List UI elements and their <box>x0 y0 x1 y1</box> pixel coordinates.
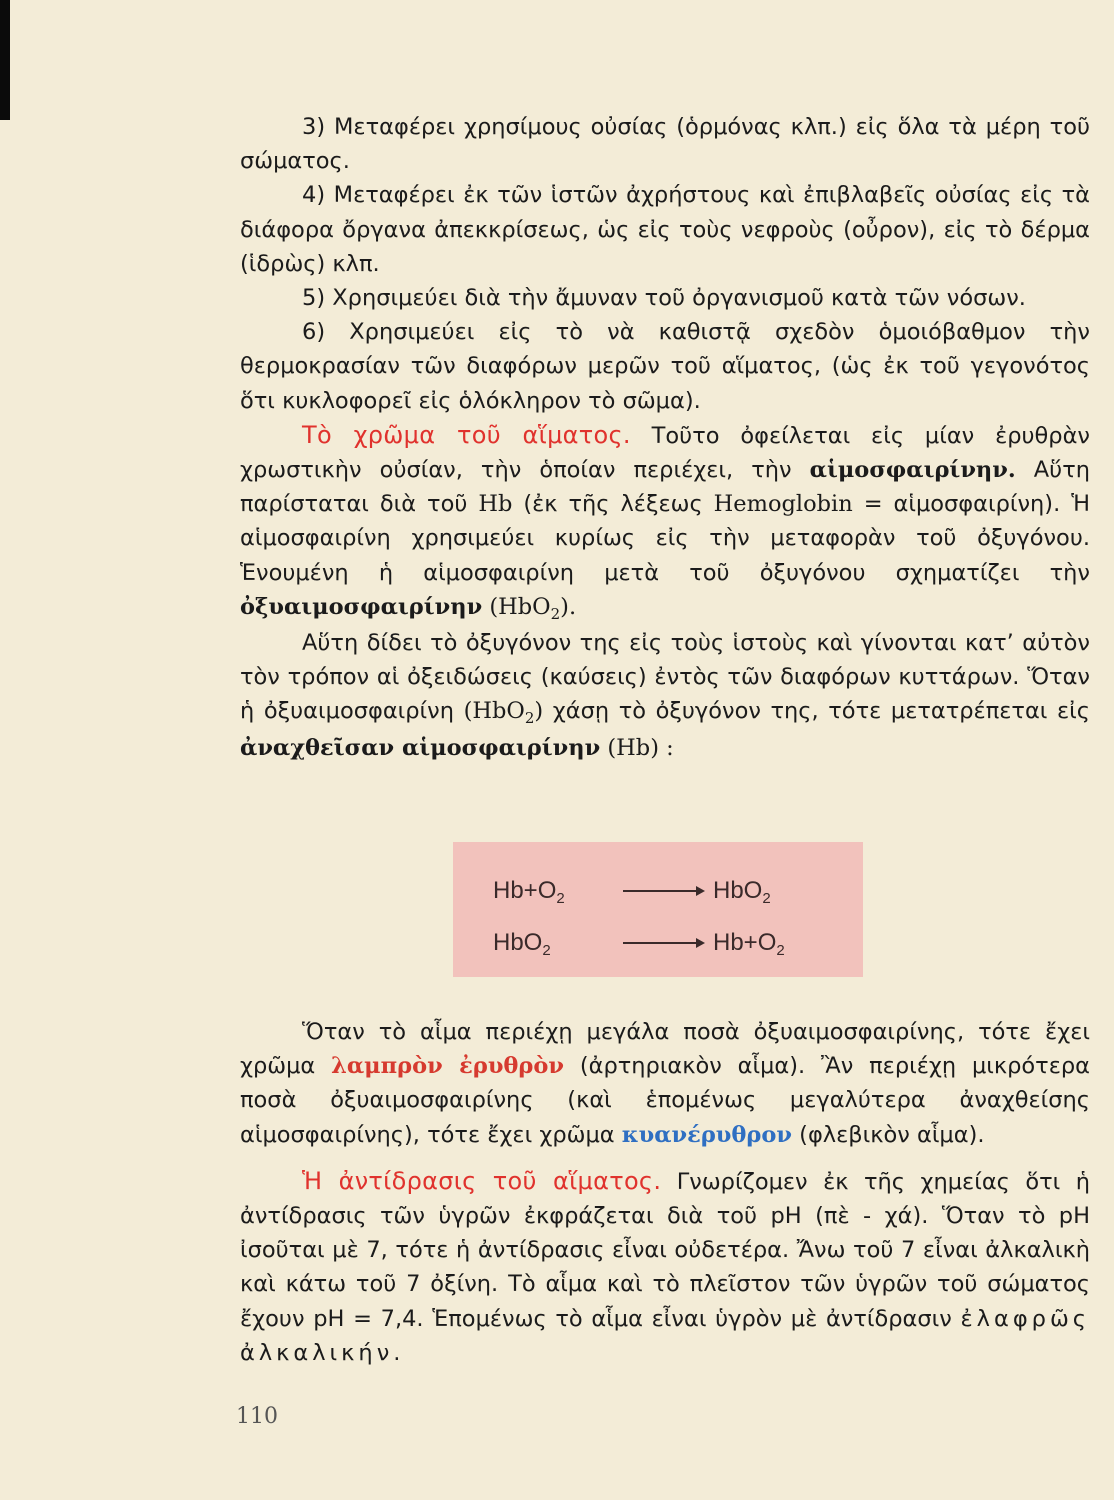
text-span: Αὕτη δίδει τὸ ὀξυγόνον της εἰς τοὺς ἱστοὺς καὶ γίνονται κατ’ αὐτὸν τὸν τρόπον αἱ ὀξειδώσεις (καύσεις) ἐντὸς τῶν διαφόρων κυττάρων. Ὅταν ἡ ὀξυαιμοσφαιρίνη <box>240 630 1090 725</box>
paragraph-5: 5) Χρησιμεύει διὰ τὴν ἄμυναν τοῦ ὀργανισμοῦ κατὰ τῶν νόσων. <box>302 285 1026 312</box>
section-heading-blood-reaction: Ἡ ἀντίδρασις τοῦ αἵματος. <box>302 1166 662 1195</box>
reaction-row-2 <box>493 927 785 959</box>
page-number: 110 <box>236 1404 278 1429</box>
reaction-row-1 <box>493 875 771 907</box>
formula-hbo2: (HbO$_2$) <box>463 698 544 728</box>
term-oxyhemoglobin: ὀξυαιμοσφαιρίνην <box>240 593 483 620</box>
paragraph-6: 6) Χρησιμεύει εἰς τὸ νὰ καθιστᾷ σχεδὸν ὁμοιόβαθμον τὴν θερμοκρασίαν τῶν διαφόρων μερῶν τοῦ αἵματος, (ὡς ἐκ τοῦ γεγονότος ὅτι κυκλοφορεῖ εἰς ὁλόκληρον τὸ σῶμα). <box>240 319 1090 414</box>
lower-text <box>240 1015 1090 1370</box>
oxygen-delivery-paragraph <box>240 626 1090 765</box>
text-span: Τοῦτο ὀφείλεται εἰς μίαν ἐρυθρὰν χρωστικὴν οὐσίαν, τὴν ὁποίαν περιέχει, τὴν <box>240 422 1090 484</box>
main-text <box>240 110 1090 765</box>
reactants: HbO$_2$ <box>493 929 551 959</box>
text-span: (φλεβικὸν αἷμα). <box>792 1121 985 1148</box>
paragraph-3: 3) Μεταφέρει χρησίμους οὐσίας (ὁρμόνας κλπ.) εἰς ὅλα τὰ μέρη τοῦ σώματος. <box>240 114 1090 175</box>
text-span: χάσῃ τὸ ὀξυγόνον της, τότε μετατρέπεται εἰς <box>543 698 1090 725</box>
spaced-emphasis: ἐλαφρῶς ἀλκαλικήν. <box>240 1305 1090 1366</box>
term-reduced-hemoglobin: ἀναχθεῖσαν αἱμοσφαιρίνην <box>240 734 601 761</box>
reactants: $Hb+O_2$ <box>493 877 565 907</box>
reaction-equations-box <box>453 842 863 977</box>
text-span: (ἀρτηριακὸν αἷμα). Ἂν περιέχῃ μικρότερα ποσὰ ὀξυαιμοσφαιρίνης (καὶ ἑπομένως μεγαλύτερα ἀναχθείσης αἱμοσφαιρίνης), τότε ἔχει χρῶμα <box>240 1053 1090 1148</box>
symbol-hb: Hb <box>478 491 513 518</box>
page-edge-mark <box>0 0 10 120</box>
text-span: Ὅταν τὸ αἷμα περιέχῃ μεγάλα ποσὰ ὀξυαιμοσφαιρίνης, τότε ἔχει χρῶμα <box>240 1019 1090 1080</box>
right-arrow-icon <box>623 942 703 944</box>
products: $Hb+O_2$ <box>713 929 785 959</box>
products: HbO$_2$ <box>713 877 771 907</box>
term-bluish-red: κυανέρυθρον <box>621 1121 793 1148</box>
term-hemoglobin: αἱμοσφαιρίνην. <box>809 457 1016 484</box>
arterial-venous-paragraph <box>240 1015 1090 1152</box>
blood-color-paragraph <box>240 418 1090 626</box>
text-span: Αὕτη παρίσταται διὰ τοῦ <box>240 457 1090 518</box>
text-span: Γνωρίζομεν ἐκ τῆς χημείας ὅτι ἡ ἀντίδρασις τῶν ὑγρῶν ἐκφράζεται διὰ τοῦ pH (πὲ - χά). Ὅταν τὸ pH ἰσοῦται μὲ 7, τότε ἡ ἀντίδρασις εἶναι οὐδετέρα. Ἄνω τοῦ 7 εἶναι ἀλκαλικὴ καὶ κάτω τοῦ 7 ὀξίνη. Τὸ αἷμα καὶ τὸ πλεῖστον τῶν ὑγρῶν τοῦ σώματος ἔχουν pH = 7,4. Ἑπομένως τὸ αἷμα εἶναι ὑγρὸν μὲ ἀντίδρασιν <box>240 1168 1091 1332</box>
word-hemoglobin: Hemoglobin <box>713 491 853 518</box>
text-span: (Hb) : <box>600 734 674 761</box>
text-span: (ἐκ τῆς λέξεως <box>512 491 714 518</box>
section-heading-blood-color: Τὸ χρῶμα τοῦ αἵματος. <box>302 420 631 449</box>
blood-reaction-paragraph <box>240 1164 1090 1370</box>
text-span: = αἱμοσφαιρίνη). Ἡ αἱμοσφαιρίνη χρησιμεύει κυρίως εἰς τὴν μεταφορὰν τοῦ ὀξυγόνου. Ἑνουμένη ἡ αἱμοσφαιρίνη μετὰ τοῦ ὀξυγόνου σχηματίζει τὴν <box>240 491 1090 586</box>
formula-hbo2: (HbO$_2$). <box>489 593 577 623</box>
right-arrow-icon <box>623 890 703 892</box>
term-bright-red: λαμπρὸν ἐρυθρὸν <box>331 1053 565 1080</box>
paragraph-4: 4) Μεταφέρει ἐκ τῶν ἱστῶν ἀχρήστους καὶ ἐπιβλαβεῖς οὐσίας εἰς τὰ διάφορα ὄργανα ἀπεκκρίσεως, ὡς εἰς τοὺς νεφροὺς (οὖρον), εἰς τὸ δέρμα (ἱδρὼς) κλπ. <box>240 182 1090 277</box>
